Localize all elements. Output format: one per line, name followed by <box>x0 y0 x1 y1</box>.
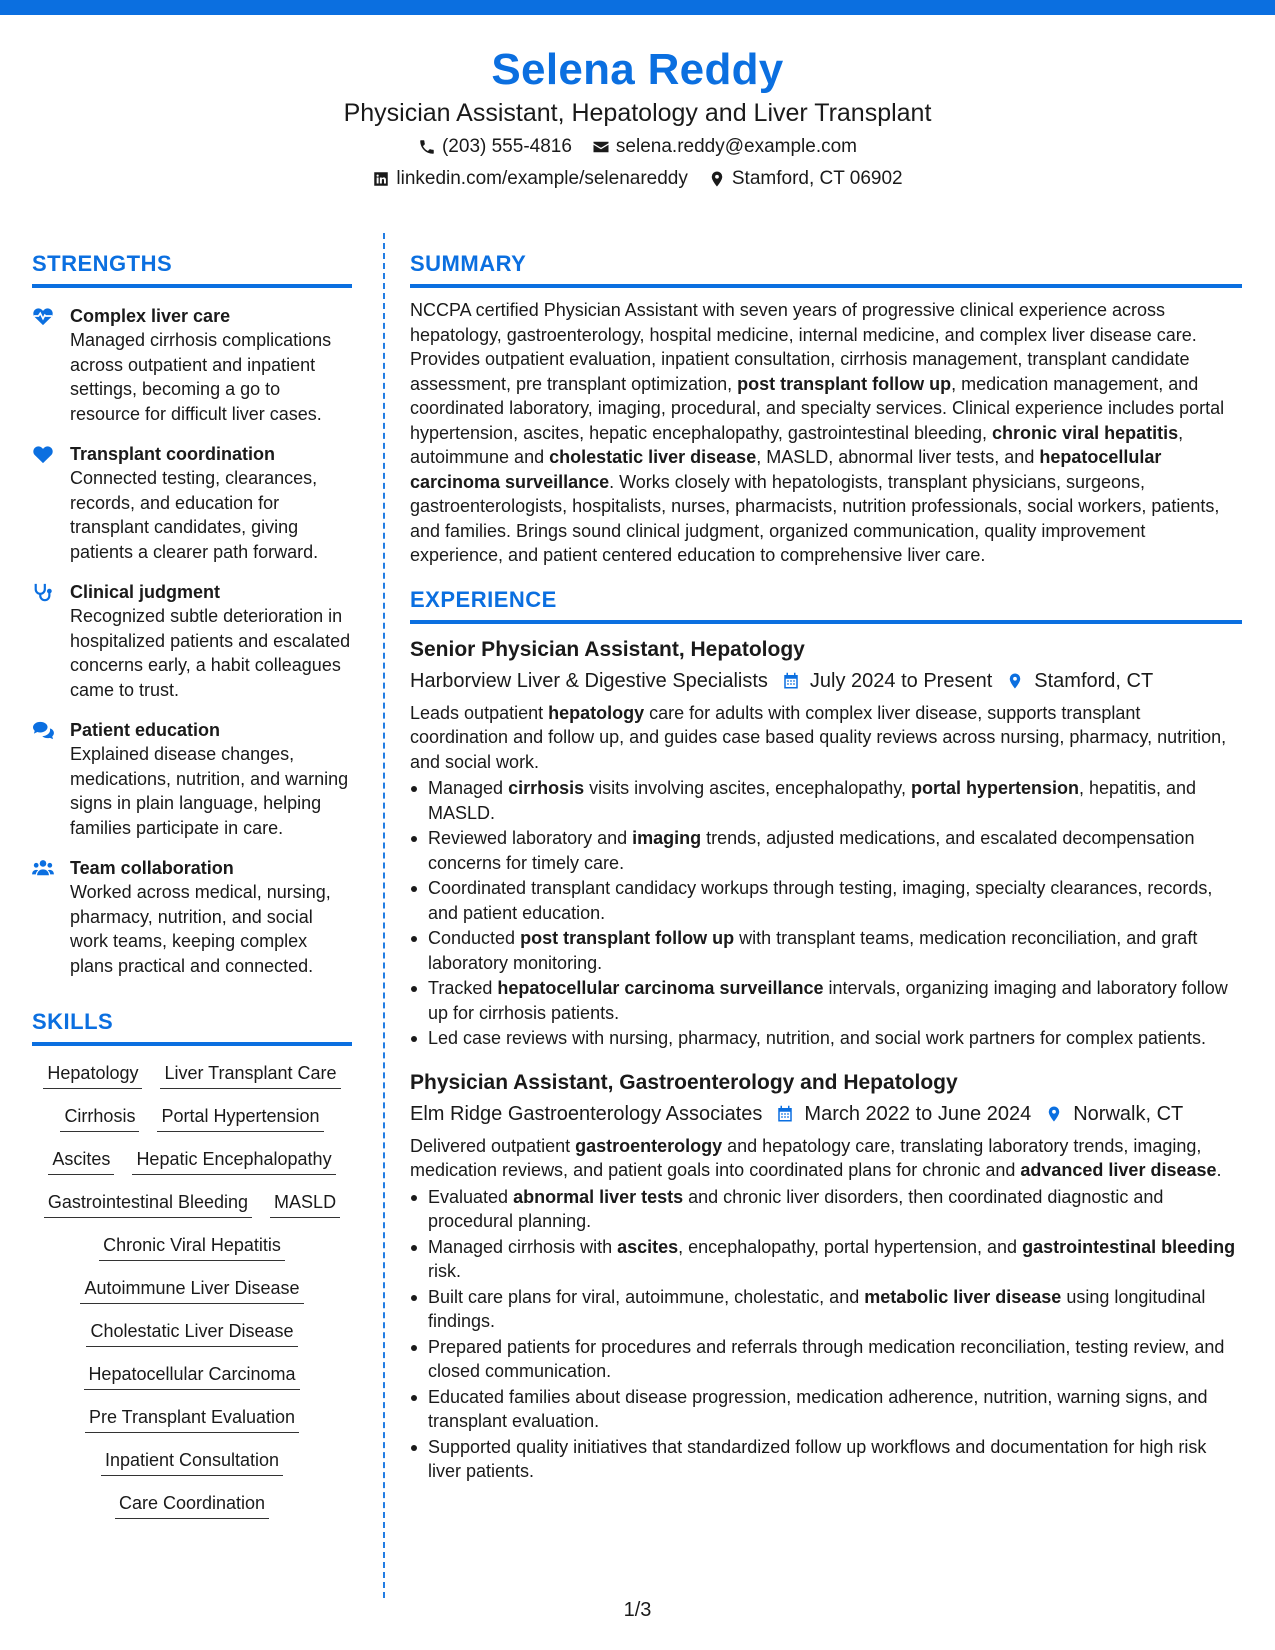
skills-rule <box>32 1042 352 1046</box>
job-bullet: Tracked hepatocellular carcinoma surveillance intervals, organizing imaging and laboratory follow up for cirrhosis patients. <box>410 976 1242 1025</box>
job-meta <box>410 1100 1242 1128</box>
skill-tag: Cholestatic Liver Disease <box>86 1318 297 1347</box>
job-title: Physician Assistant, Gastroenterology and Hepatology <box>410 1070 958 1094</box>
skill-row <box>32 1318 352 1347</box>
skill-tag: Portal Hypertension <box>157 1103 323 1132</box>
skill-tag: Hepatocellular Carcinoma <box>84 1361 299 1390</box>
strength-text: Worked across medical, nursing, pharmacy, nutrition, and social work teams, keeping complex plans practical and connected. <box>70 882 331 976</box>
strength-title: Transplant coordination <box>70 444 276 464</box>
job-bullet: Managed cirrhosis with ascites, encephalopathy, portal hypertension, and gastrointestinal bleeding risk. <box>410 1235 1242 1284</box>
job-company: Harborview Liver & Digestive Specialists <box>410 669 768 692</box>
job-list <box>410 636 1242 1484</box>
linkedin-contact[interactable] <box>372 166 688 192</box>
job-bullet: Built care plans for viral, autoimmune, cholestatic, and metabolic liver disease using longitudinal findings. <box>410 1285 1242 1334</box>
envelope-icon <box>592 138 610 156</box>
linkedin-icon <box>372 170 390 188</box>
experience-rule <box>410 620 1242 624</box>
heart-icon <box>32 444 54 464</box>
strength-text: Explained disease changes, medications, nutrition, and warning signs in plain language, helping families participate in care. <box>70 744 349 838</box>
calendar-icon <box>776 1104 794 1124</box>
job-entry <box>410 636 1242 1051</box>
right-column <box>410 250 1242 1484</box>
job-bullet: Evaluated abnormal liver tests and chronic liver disorders, then coordinated diagnostic and procedural planning. <box>410 1185 1242 1234</box>
job-title: Senior Physician Assistant, Hepatology <box>410 637 805 661</box>
job-bullet: Led case reviews with nursing, pharmacy, nutrition, and social work partners for complex patients. <box>410 1026 1242 1051</box>
job-bullet: Managed cirrhosis visits involving ascites, encephalopathy, portal hypertension, hepatitis, and MASLD. <box>410 776 1242 825</box>
strength-item <box>32 304 352 426</box>
strength-item <box>32 442 352 564</box>
skill-row <box>32 1060 352 1089</box>
strengths-heading: STRENGTHS <box>32 251 173 276</box>
job-description: Leads outpatient hepatology care for adults with complex liver disease, supports transplant coordination and follow up, and guides case based quality reviews across nursing, pharmacy, nutrition, and social work. <box>410 702 1227 772</box>
strengths-rule <box>32 284 352 288</box>
experience-heading: EXPERIENCE <box>410 586 557 612</box>
skill-tag: Care Coordination <box>115 1490 269 1519</box>
experience-section <box>410 586 1242 1484</box>
skill-row <box>32 1275 352 1304</box>
strength-title: Complex liver care <box>70 306 231 326</box>
skill-row <box>32 1490 352 1519</box>
users-icon <box>32 858 54 878</box>
phone-icon <box>418 138 436 156</box>
strength-title: Patient education <box>70 720 221 740</box>
job-dates: March 2022 to June 2024 <box>804 1102 1032 1125</box>
resume-header <box>0 44 1275 192</box>
location-contact <box>708 166 903 192</box>
top-accent-bar <box>0 0 1275 15</box>
strength-item <box>32 718 352 840</box>
phone-contact <box>418 134 572 160</box>
skill-tag: Hepatology <box>43 1060 142 1089</box>
skill-row <box>32 1146 352 1175</box>
job-company: Elm Ridge Gastroenterology Associates <box>410 1102 763 1125</box>
strength-item <box>32 856 352 978</box>
map-pin-icon <box>1045 1104 1063 1124</box>
skills-heading: SKILLS <box>32 1009 114 1034</box>
skill-row <box>32 1361 352 1390</box>
skill-row <box>32 1189 352 1218</box>
job-bullet: Coordinated transplant candidacy workups through testing, imaging, specialty clearances, records, and patient education. <box>410 876 1242 925</box>
strength-item <box>32 580 352 702</box>
summary-heading: SUMMARY <box>410 251 527 276</box>
skill-tag: Cirrhosis <box>60 1103 139 1132</box>
strength-text: Recognized subtle deterioration in hospitalized patients and escalated concerns early, a habit colleagues came to trust. <box>70 606 351 700</box>
email-text[interactable]: selena.reddy@example.com <box>615 136 857 157</box>
skills-section <box>32 1008 352 1519</box>
email-contact[interactable] <box>592 134 857 160</box>
skill-tag: Pre Transplant Evaluation <box>85 1404 299 1433</box>
skill-tag: Ascites <box>48 1146 114 1175</box>
job-location: Norwalk, CT <box>1073 1102 1184 1125</box>
job-location: Stamford, CT <box>1034 669 1154 692</box>
strength-text: Connected testing, clearances, records, and education for transplant candidates, giving patients a clearer path forward. <box>70 468 319 562</box>
contact-row-2 <box>0 166 1275 192</box>
skill-row <box>32 1232 352 1261</box>
skill-row <box>32 1447 352 1476</box>
job-bullets <box>410 776 1242 1051</box>
skill-tag: Autoimmune Liver Disease <box>80 1275 303 1304</box>
page-number: 1/3 <box>623 1599 652 1621</box>
column-divider <box>383 233 385 1598</box>
contact-row-1 <box>0 134 1275 160</box>
skill-row <box>32 1404 352 1433</box>
comments-icon <box>32 720 54 740</box>
job-bullet: Educated families about disease progression, medication adherence, nutrition, warning signs, and transplant evaluation. <box>410 1385 1242 1434</box>
skill-tag: Gastrointestinal Bleeding <box>44 1189 252 1218</box>
strength-title: Team collaboration <box>70 858 234 878</box>
strength-title: Clinical judgment <box>70 582 221 602</box>
candidate-name: Selena Reddy <box>491 45 784 94</box>
summary-section <box>410 250 1242 568</box>
skill-tag: MASLD <box>270 1189 340 1218</box>
summary-text: NCCPA certified Physician Assistant with seven years of progressive clinical experience across hepatology, gastroenterology, hospital medicine, internal medicine, and complex liver disease care. Provides outpatient evaluation, inpatient consultation, cirrhosis management, transplant candidate assessment, pre transplant optimization, post transplant follow up, medication management, and coordinated laboratory, imaging, procedural, and specialty services. Clinical experience includes portal hypertension, ascites, hepatic encephalopathy, gastrointestinal bleeding, chronic viral hepatitis, autoimmune and cholestatic liver disease, MASLD, abnormal liver tests, and hepatocellular carcinoma surveillance. Works closely with hepatologists, transplant physicians, surgeons, gastroenterologists, hospitalists, nurses, pharmacists, nutrition professionals, social workers, patients, and families. Brings sound clinical judgment, organized communication, quality improvement experience, and patient centered education to comprehensive liver care. <box>410 300 1225 565</box>
calendar-icon <box>782 671 800 691</box>
location-text: Stamford, CT 06902 <box>731 168 903 189</box>
map-pin-icon <box>708 170 726 188</box>
job-bullet: Supported quality initiatives that standardized follow up workflows and documentation for high risk liver patients. <box>410 1435 1242 1484</box>
job-bullet: Conducted post transplant follow up with transplant teams, medication reconciliation, and graft laboratory monitoring. <box>410 926 1242 975</box>
skills-list <box>32 1060 352 1519</box>
job-description: Delivered outpatient gastroenterology and hepatology care, translating laboratory trends, imaging, medication reviews, and patient goals into coordinated plans for chronic and advanced liver disease. <box>410 1135 1222 1180</box>
job-dates: July 2024 to Present <box>809 669 993 692</box>
skill-tag: Hepatic Encephalopathy <box>132 1146 335 1175</box>
skill-tag: Liver Transplant Care <box>160 1060 340 1089</box>
map-pin-icon <box>1006 671 1024 691</box>
summary-rule <box>410 284 1242 288</box>
candidate-title: Physician Assistant, Hepatology and Liver Transplant <box>343 99 932 127</box>
skill-tag: Inpatient Consultation <box>101 1447 283 1476</box>
heartbeat-icon <box>32 306 54 326</box>
skill-tag: Chronic Viral Hepatitis <box>99 1232 285 1261</box>
strengths-section <box>32 250 352 978</box>
left-column <box>32 250 352 1533</box>
skill-row <box>32 1103 352 1132</box>
strength-text: Managed cirrhosis complications across outpatient and inpatient settings, becoming a go to resource for difficult liver cases. <box>70 330 332 424</box>
job-bullet: Prepared patients for procedures and referrals through medication reconciliation, testing review, and closed communication. <box>410 1335 1242 1384</box>
job-entry <box>410 1069 1242 1484</box>
job-bullets <box>410 1185 1242 1484</box>
phone-text: (203) 555-4816 <box>441 136 572 157</box>
stethoscope-icon <box>32 582 54 602</box>
job-bullet: Reviewed laboratory and imaging trends, adjusted medications, and escalated decompensation concerns for timely care. <box>410 826 1242 875</box>
job-meta <box>410 667 1242 695</box>
linkedin-text[interactable]: linkedin.com/example/selenareddy <box>396 168 688 189</box>
